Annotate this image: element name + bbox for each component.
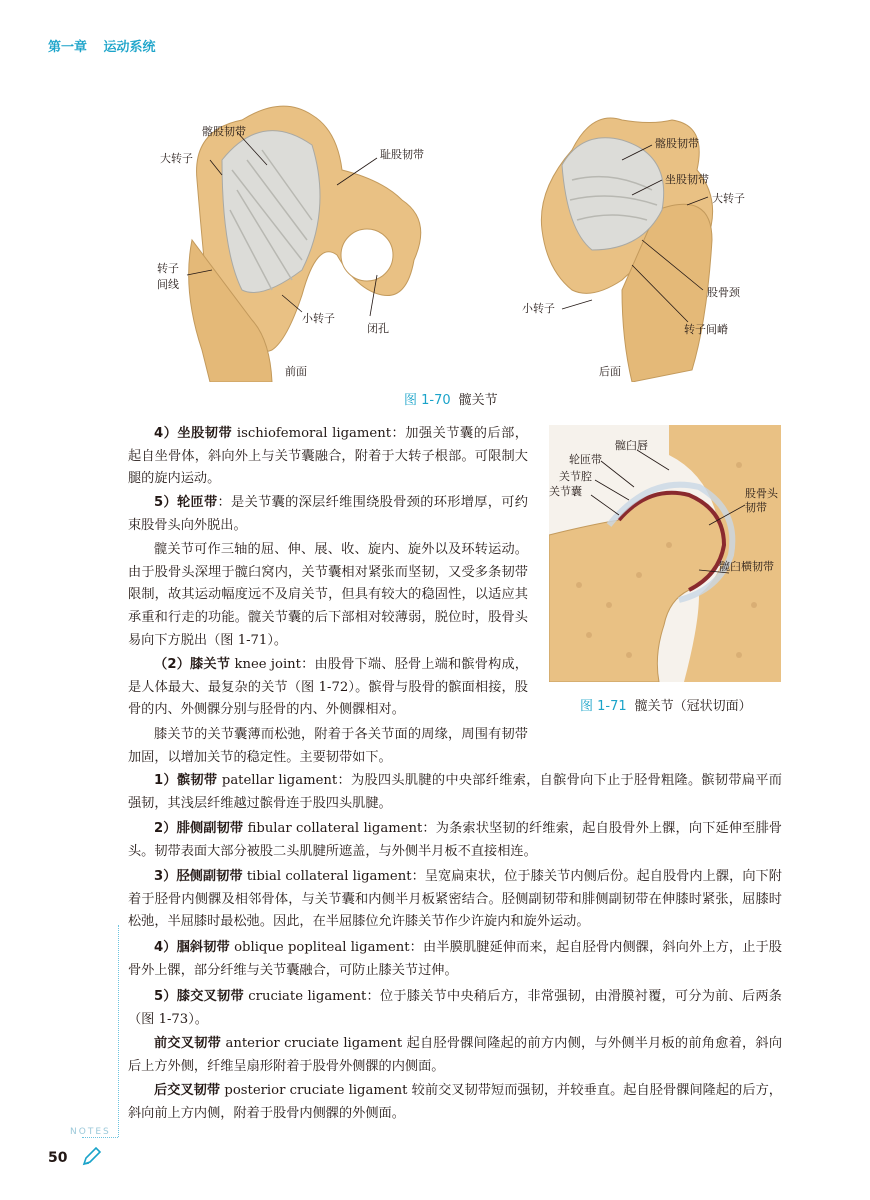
term-tibial-collateral: 3）胫侧副韧带 bbox=[154, 869, 243, 884]
paragraph-posterior-cruciate bbox=[128, 1080, 782, 1125]
back-label-iliofemoral: 髂股韧带 bbox=[655, 137, 699, 150]
term-posterior-cruciate: 后交叉韧带 bbox=[154, 1083, 221, 1098]
text-tibial-collateral: tibial collateral ligament：呈宽扁束状，位于膝关节内侧后份。起自股骨内上髁，向下附着于胫骨内侧髁及相邻骨体，与关节囊和内侧半月板紧密结合。胫侧副韧带和腓侧副韧带在伸膝时紧张，屈膝时松弛，半屈膝时最松弛。因此，在半屈膝位允许膝关节作少许旋内和旋外运动。 bbox=[128, 869, 782, 930]
hip-coronal-illustration bbox=[549, 425, 781, 682]
term-fibular-collateral: 2）腓侧副韧带 bbox=[154, 821, 244, 836]
text-hip-motion: 髋关节可作三轴的屈、伸、展、收、旋内、旋外以及环转运动。由于股骨头深埋于髋臼窝内，关节囊相对紧张而坚韧，又受多条韧带限制，故其运动幅度远不及肩关节，但具有较大的稳固性，以适应其承重和行走的功能。髋关节囊的后下部相对较薄弱，脱位时，股骨头易向下方脱出（图 1-71）。 bbox=[128, 542, 528, 648]
section-label: 运动系统 bbox=[103, 40, 156, 55]
paragraph-patellar bbox=[128, 770, 782, 815]
label-transverse-acetabular: 髋臼横韧带 bbox=[719, 560, 774, 573]
figure-71-title: 髋关节（冠状切面） bbox=[634, 699, 752, 714]
hip-joint-illustration bbox=[152, 90, 774, 382]
term-knee-joint: （2）膝关节 bbox=[154, 657, 231, 672]
figure-71-number: 图 1-71 bbox=[580, 699, 627, 714]
back-label-ischiofemoral: 坐股韧带 bbox=[665, 173, 709, 186]
text-patellar: patellar ligament：为股四头肌腱的中央部纤维索，自髌骨向下止于胫骨粗隆。髌韧带扁平而强韧，其浅层纤维越过髌骨连于股四头肌腱。 bbox=[128, 773, 782, 811]
label-femoral-head-1: 股骨头 bbox=[745, 487, 778, 500]
paragraph-zona-orbicularis bbox=[128, 492, 528, 537]
paragraph-anterior-cruciate bbox=[128, 1033, 782, 1078]
term-patellar: 1）髌韧带 bbox=[154, 773, 218, 788]
label-acetabular-labrum: 髋臼唇 bbox=[615, 439, 648, 452]
front-label-obturator-foramen: 闭孔 bbox=[367, 322, 389, 335]
figure-70-number: 图 1-70 bbox=[404, 393, 451, 408]
term-ischiofemoral: 4）坐股韧带 bbox=[154, 426, 233, 441]
figure-70-title: 髋关节 bbox=[458, 393, 498, 408]
paragraph-oblique-popliteal bbox=[128, 937, 782, 982]
paragraph-hip-motion bbox=[128, 539, 528, 653]
term-cruciate: 5）膝交叉韧带 bbox=[154, 989, 244, 1004]
front-label-intertrochanteric-2: 间线 bbox=[157, 278, 179, 291]
figure-70-caption bbox=[404, 389, 498, 408]
page-number: 50 bbox=[48, 1150, 68, 1166]
notes-divider bbox=[82, 1137, 118, 1138]
back-label-greater-trochanter: 大转子 bbox=[712, 192, 745, 205]
text-oblique-popliteal: oblique popliteal ligament：由半膜肌腱延伸而来，起自胫骨内侧髁，斜向外上方，止于股骨外上髁，部分纤维与关节囊融合，可防止膝关节过伸。 bbox=[128, 940, 782, 978]
label-joint-cavity: 关节腔 bbox=[559, 470, 592, 483]
text-cruciate: cruciate ligament：位于膝关节中央稍后方，非常强韧，由滑膜衬覆，可分为前、后两条（图 1-73）。 bbox=[128, 989, 782, 1027]
paragraph-tibial-collateral bbox=[128, 866, 782, 934]
text-anterior-cruciate: anterior cruciate ligament 起自胫骨髁间隆起的前方内侧，与外侧半月板的前角愈着，斜向后上方外侧，纤维呈扇形附着于股骨外侧髁的内侧面。 bbox=[128, 1036, 783, 1074]
paragraph-fibular-collateral bbox=[128, 818, 782, 863]
back-label-intertrochanteric-crest: 转子间嵴 bbox=[684, 323, 728, 336]
back-label-lesser-trochanter: 小转子 bbox=[522, 302, 555, 315]
front-label-lesser-trochanter: 小转子 bbox=[302, 312, 335, 325]
running-header bbox=[48, 36, 168, 55]
text-zona-orbicularis: ：是关节囊的深层纤维围绕股骨颈的环形增厚，可约束股骨头向外脱出。 bbox=[128, 495, 528, 533]
text-knee-joint: knee joint：由股骨下端、胫骨上端和髌骨构成，是人体最大、最复杂的关节（图 1-72）。髌骨与股骨的髌面相接，股骨的内、外侧髁分别与胫骨的内、外侧髁相对。 bbox=[128, 657, 528, 718]
text-ischiofemoral: ischiofemoral ligament：加强关节囊的后部，起自坐骨体，斜向外上与关节囊融合，附着于大转子根部。可限制大腿的旋内运动。 bbox=[128, 426, 528, 487]
term-oblique-popliteal: 4）腘斜韧带 bbox=[154, 940, 230, 955]
figure-hip-coronal-section bbox=[549, 425, 781, 682]
text-posterior-cruciate: posterior cruciate ligament 较前交叉韧带短而强韧，并较垂直。起自胫骨髁间隆起的后方，斜向前上方内侧，附着于股骨内侧髁的外侧面。 bbox=[128, 1083, 782, 1121]
label-zona-orbicularis: 轮匝带 bbox=[569, 453, 602, 466]
back-label-femoral-neck: 股骨颈 bbox=[707, 286, 740, 299]
notes-margin-line bbox=[118, 925, 119, 1137]
figure-71-caption bbox=[580, 695, 752, 714]
text-fibular-collateral: fibular collateral ligament：为条索状坚韧的纤维索，起自股骨外上髁，向下延伸至腓骨头。韧带表面大部分被股二头肌腱所遮盖，与外侧半月板不直接相连。 bbox=[128, 821, 782, 859]
front-view-label: 前面 bbox=[285, 365, 307, 378]
label-joint-capsule: 关节囊 bbox=[549, 485, 582, 498]
paragraph-ischiofemoral bbox=[128, 423, 528, 491]
text-knee-capsule: 膝关节的关节囊薄而松弛，附着于各关节面的周缘，周围有韧带加固，以增加关节的稳定性。主要韧带如下。 bbox=[128, 727, 528, 765]
front-label-pubofemoral: 耻股韧带 bbox=[380, 148, 424, 161]
front-label-greater-trochanter: 大转子 bbox=[160, 152, 193, 165]
paragraph-knee-capsule bbox=[128, 724, 528, 769]
back-view-label: 后面 bbox=[599, 365, 621, 378]
chapter-label: 第一章 bbox=[48, 40, 88, 55]
pencil-icon bbox=[80, 1146, 102, 1168]
front-label-iliofemoral: 髂股韧带 bbox=[202, 125, 246, 138]
paragraph-knee-joint bbox=[128, 654, 528, 722]
label-femoral-head-2: 韧带 bbox=[745, 501, 767, 514]
figure-hip-joint bbox=[152, 90, 774, 382]
term-anterior-cruciate: 前交叉韧带 bbox=[154, 1036, 222, 1051]
notes-label: NOTES bbox=[70, 1127, 111, 1137]
front-label-intertrochanteric-1: 转子 bbox=[157, 262, 179, 275]
paragraph-cruciate bbox=[128, 986, 782, 1031]
term-zona-orbicularis: 5）轮匝带 bbox=[154, 495, 218, 510]
